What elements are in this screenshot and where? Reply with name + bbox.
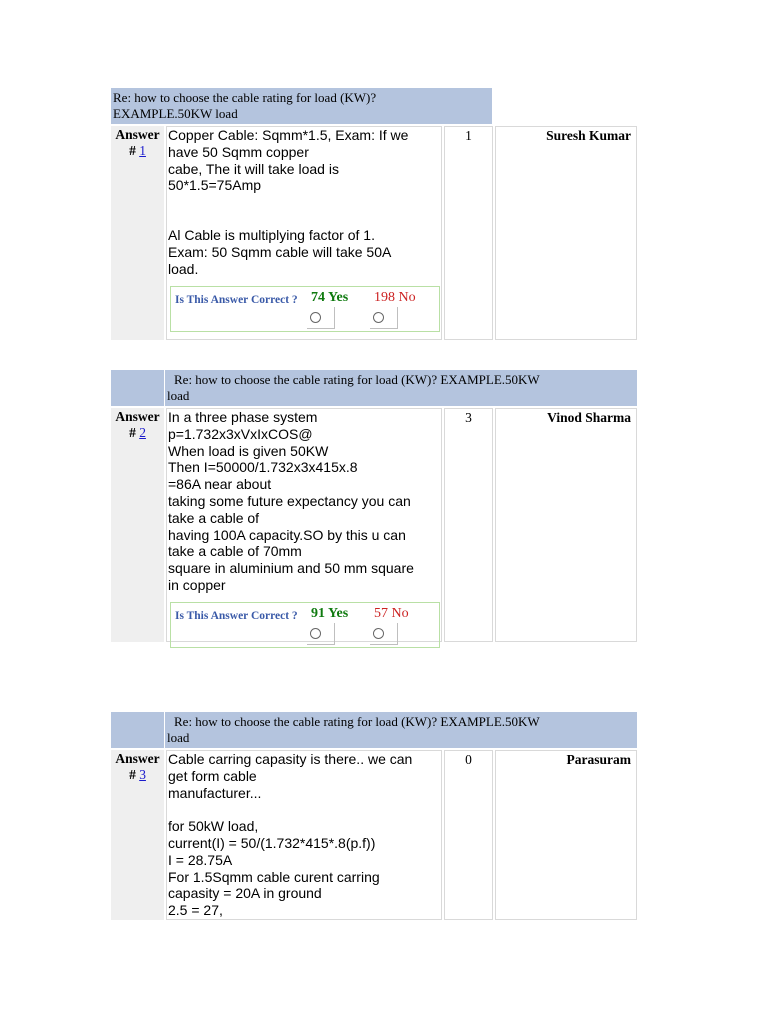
body-line: manufacturer... bbox=[168, 784, 262, 801]
answer-title bbox=[111, 712, 637, 748]
answer-row bbox=[111, 750, 637, 920]
body-line: I = 28.75A bbox=[168, 851, 233, 868]
answer-user: Parasuram bbox=[495, 750, 637, 920]
body-line: capasity = 20A in ground bbox=[168, 885, 322, 902]
answer-body bbox=[166, 750, 442, 920]
body-line: current(I) = 50/(1.732*415*.8(p.f)) bbox=[168, 834, 376, 851]
body-line: square in aluminium and 50 mm square bbox=[168, 560, 414, 577]
body-line: take a cable of bbox=[168, 509, 260, 526]
answer-rank: 1 bbox=[444, 126, 493, 340]
answer-block-3 bbox=[111, 712, 637, 920]
title-line: load bbox=[167, 388, 190, 403]
answer-block-2 bbox=[111, 370, 637, 642]
body-line: For 1.5Sqmm cable curent carring bbox=[168, 868, 380, 885]
body-line: 2.5 = 27, bbox=[168, 902, 223, 919]
body-line: have 50 Sqmm copper bbox=[168, 143, 309, 160]
answer-body bbox=[166, 126, 442, 340]
body-line: Exam: 50 Sqmm cable will take 50A bbox=[168, 243, 392, 260]
body-line: take a cable of 70mm bbox=[168, 543, 302, 560]
answer-rank: 0 bbox=[444, 750, 493, 920]
body-line: cabe, The it will take load is bbox=[168, 160, 339, 177]
answer-link-1[interactable]: 1 bbox=[139, 143, 146, 158]
answer-title bbox=[111, 88, 492, 124]
body-line: taking some future expectancy you can bbox=[168, 492, 411, 509]
title-line: EXAMPLE.50KW load bbox=[113, 106, 238, 121]
answer-user: Vinod Sharma bbox=[495, 408, 637, 642]
answer-label: Answer # 1 bbox=[111, 126, 164, 340]
answer-row bbox=[111, 408, 637, 642]
title-line: Re: how to choose the cable rating for load (KW)? EXAMPLE.50KW bbox=[174, 372, 540, 387]
body-line: When load is given 50KW bbox=[168, 442, 329, 459]
answer-label: Answer # 3 bbox=[111, 750, 164, 920]
title-line: Re: how to choose the cable rating for load (KW)? bbox=[113, 90, 377, 105]
answer-label: Answer # 2 bbox=[111, 408, 164, 642]
radio-icon bbox=[310, 312, 321, 323]
answer-title bbox=[111, 370, 637, 406]
vote-box bbox=[170, 602, 440, 648]
body-line: load. bbox=[168, 260, 199, 277]
no-count: 198 No bbox=[374, 289, 416, 305]
vote-no-radio[interactable] bbox=[370, 307, 398, 329]
yes-count: 74 Yes bbox=[311, 289, 349, 305]
body-line: Then I=50000/1.732x3x415x.8 bbox=[168, 459, 358, 476]
radio-icon bbox=[373, 312, 384, 323]
body-line: get form cable bbox=[168, 767, 257, 784]
body-line: p=1.732x3xVxIxCOS@ bbox=[168, 425, 313, 442]
answer-block-1 bbox=[111, 88, 637, 340]
answer-body bbox=[166, 408, 442, 642]
vote-question: Is This Answer Correct ? bbox=[175, 609, 298, 622]
vote-no-radio[interactable] bbox=[370, 623, 398, 645]
vote-question: Is This Answer Correct ? bbox=[175, 293, 298, 306]
body-line bbox=[168, 801, 441, 818]
yes-count: 91 Yes bbox=[311, 605, 349, 621]
spacer bbox=[168, 194, 441, 227]
vote-yes-radio[interactable] bbox=[307, 623, 335, 645]
title-line: Re: how to choose the cable rating for load (KW)? EXAMPLE.50KW bbox=[174, 714, 540, 729]
title-line: load bbox=[167, 730, 190, 745]
body-line: Al Cable is multiplying factor of 1. bbox=[168, 227, 375, 244]
body-line: having 100A capacity.SO by this u can bbox=[168, 526, 406, 543]
vote-box bbox=[170, 286, 440, 332]
radio-icon bbox=[373, 628, 384, 639]
vote-yes-radio[interactable] bbox=[307, 307, 335, 329]
radio-icon bbox=[310, 628, 321, 639]
answer-row bbox=[111, 126, 637, 340]
body-line: Copper Cable: Sqmm*1.5, Exam: If we bbox=[168, 127, 409, 143]
answer-link-3[interactable]: 3 bbox=[139, 767, 146, 782]
body-line: =86A near about bbox=[168, 476, 272, 493]
body-line: Cable carring capasity is there.. we can bbox=[168, 751, 413, 767]
answer-rank: 3 bbox=[444, 408, 493, 642]
body-line: in copper bbox=[168, 576, 226, 593]
body-line: for 50kW load, bbox=[168, 818, 259, 835]
answer-link-2[interactable]: 2 bbox=[139, 425, 146, 440]
answer-user: Suresh Kumar bbox=[495, 126, 637, 340]
body-line: 50*1.5=75Amp bbox=[168, 177, 262, 194]
body-line: In a three phase system bbox=[168, 409, 318, 425]
no-count: 57 No bbox=[374, 605, 409, 621]
